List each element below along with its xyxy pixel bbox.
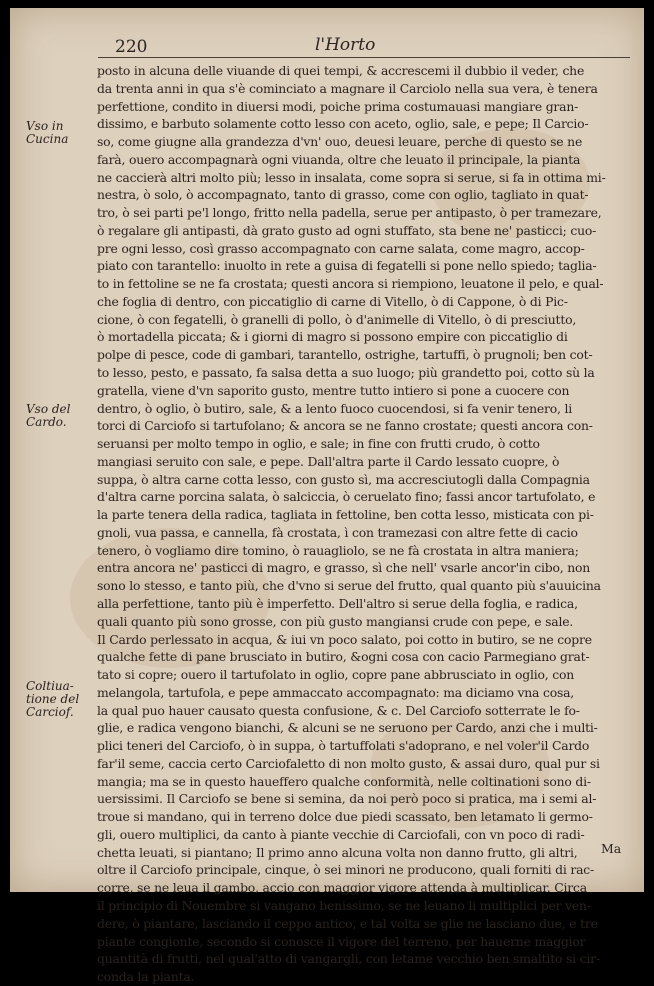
text-line: plici teneri del Carciofo, ò in suppa, ò tartuffolati s'adoprano, e nel voler'il Cardo	[97, 738, 590, 754]
text-line: il principio di Nouembre si vangano benissimo, se ne leuano li multiplici per ven-	[97, 897, 591, 913]
text-line: gratella, viene d'vn saporito gusto, mentre tutto intiero si pone a cuocere con	[97, 382, 570, 398]
margin-note-line: Vso in	[26, 119, 64, 133]
text-line: farà, ouero accompagnarà ogni viuanda, oltre che leuato il principale, la pianta	[97, 151, 581, 167]
text-line: Il Cardo perlessato in acqua, & iui vn poco salato, poi cotto in butiro, se ne copre	[97, 631, 592, 647]
text-line: troue si mandano, qui in terreno dolce due piedi scassato, ben letamato li germo-	[97, 809, 593, 825]
page-number: 220	[115, 37, 148, 57]
margin-note-line: tione del	[26, 692, 80, 706]
margin-note-line: Carciof.	[26, 705, 74, 719]
text-line: suppa, ò altra carne cotta lesso, con gusto sì, ma accresciutogli dalla Compagnia	[97, 471, 590, 487]
text-line: conda la pianta.	[97, 969, 195, 985]
text-line: cione, ò con fegatelli, ò granelli di pollo, ò d'animelle di Vitello, ò di presciutto,	[97, 311, 577, 327]
text-line: alla perfettione, tanto più è imperfetto. Dell'altro si serue della foglia, e radica,	[97, 595, 578, 611]
margin-note-uso-cardo	[26, 403, 94, 429]
text-line: dere, ò piantare, lasciando il ceppo antico, e tal volta se glie ne lasciano due, e tre	[97, 915, 598, 931]
text-line: mangiasi seruito con sale, e pepe. Dall'altra parte il Cardo lessato cuopre, ò	[97, 453, 560, 469]
running-title: l'Horto	[315, 35, 376, 55]
text-line: sono lo stesso, e tanto più, che d'vno si serue del frutto, qual quanto più s'auuicina	[97, 578, 601, 594]
text-line: perfettione, condito in diuersi modi, poiche prima costumauasi mangiare gran-	[97, 98, 579, 114]
text-line: pre ogni lesso, così grasso accompagnato con carne salata, come magro, accop-	[97, 240, 585, 256]
text-line: ò mortadella piccata; & i giorni di magro si possono empire con piccatiglio di	[97, 329, 568, 345]
text-line: nestra, ò solo, ò accompagnato, tanto di grasso, come con oglio, tagliato in quat-	[97, 187, 589, 203]
text-line: to lesso, pesto, e passato, fa salsa detta a suo luogo; più grandetto poi, cotto sù la	[97, 365, 595, 381]
text-line: uersissimi. Il Carciofo se bene si semina, da noi però poco si pratica, ma i semi al-	[97, 791, 597, 807]
text-line: che foglia di dentro, con piccatiglio di carne di Vitello, ò di Cappone, ò di Pic-	[97, 293, 568, 309]
text-line: piato con tarantello: inuolto in rete a guisa di fegatelli si pone nello spiedo; taglia-	[97, 258, 597, 274]
text-line: ne caccierà altri molto più; lesso in insalata, come sopra si serue, si fa in ottima mi-	[97, 169, 606, 185]
text-line: chetta leuati, si piantano; Il primo anno alcuna volta non danno frutto, gli altri,	[97, 844, 578, 860]
margin-note-line: Cardo.	[26, 415, 67, 429]
margin-note-coltivazione	[26, 680, 94, 719]
text-line: gli, ouero multiplici, da canto à piante vecchie di Carciofali, con vn poco di radi-	[97, 826, 585, 842]
text-line: ò regalare gli antipasti, dà grato gusto ad ogni stuffato, sta bene ne' pasticci; cuo-	[97, 222, 597, 238]
text-line: quali quanto più sono grosse, con più gusto mangiansi crude con pepe, e sale.	[97, 613, 574, 629]
text-line: la qual puo hauer causato questa confusione, & c. Del Carciofo sotterrate le fo-	[97, 702, 580, 718]
text-line: to in fettoline se ne fa crostata; questi ancora si riempiono, leuatone il pelo, e qual-	[97, 276, 604, 292]
text-line: polpe di pesce, code di gambari, tarantello, ostrighe, tartuffi, ò prugnoli; ben cot-	[97, 347, 593, 363]
text-line: dentro, ò oglio, ò butiro, sale, & a lento fuoco cuocendosi, si fa venir tenero, li	[97, 400, 573, 416]
text-line: glie, e radica vengono bianchi, & alcuni se ne seruono per Cardo, anzi che i multi-	[97, 720, 598, 736]
text-line: d'altra carne porcina salata, ò salciccia, ò ceruelato fino; fassi ancor tartufolato, e	[97, 489, 596, 505]
text-line: tato si copre; ouero il tartufolato in oglio, copre pane abbrusciato in oglio, con	[97, 667, 575, 683]
text-line: corre, se ne leua il gambo, accio con maggior vigore attenda à multiplicar. Circa	[97, 880, 587, 896]
text-line: tenero, ò vogliamo dire tomino, ò rauagliolo, se ne fà crostata in altra maniera;	[97, 542, 579, 558]
text-line: melangola, tartufola, e pepe ammaccato accompagnato: ma diciamo vna cosa,	[97, 684, 575, 700]
text-line: posto in alcuna delle viuande di quei tempi, & accrescemi il dubbio il veder, che	[97, 63, 585, 78]
body-text	[97, 62, 630, 986]
margin-note-uso-cucina	[26, 120, 94, 146]
text-line: far'il seme, caccia certo Carciofaletto di non molto gusto, & assai duro, qual pur si	[97, 755, 600, 771]
text-line: entra ancora ne' pasticci di magro, e grasso, sì che nell' vsarle ancor'in cibo, non	[97, 560, 591, 576]
text-line: gnoli, vua passa, e cannella, fà crostata, ì con tramezasi con altre fette di cacio	[97, 524, 578, 540]
text-line: quantità di frutti, nel qual'atto di vangargli, con letame vecchio ben smaltito si cir-	[97, 951, 600, 967]
text-line: mangia; ma se in questo haueffero qualche conformità, nelle coltinationi sono di-	[97, 773, 591, 789]
text-line: seruansi per molto tempo in oglio, e sale; in fine con frutti crudo, ò cotto	[97, 436, 540, 452]
text-line: la parte tenera della radica, tagliata in fettoline, ben cotta lesso, misticata con pi-	[97, 507, 594, 523]
text-line: torci di Carciofo si tartufolano; & ancora se ne fanno crostate; questi ancora con-	[97, 418, 593, 434]
text-line: dissimo, e barbuto solamente cotto lesso con aceto, oglio, sale, e pepe; Il Carcio-	[97, 116, 589, 132]
margin-note-line: Cucina	[26, 132, 69, 146]
margin-note-line: Vso del	[26, 402, 71, 416]
text-line: piante congionte, secondo si conosce il vigore del terreno, per hauerne maggior	[97, 933, 586, 949]
text-line: oltre il Carciofo principale, cinque, ò sei minori ne producono, quali forniti di rac-	[97, 862, 594, 878]
text-line: qualche fette di pane brusciato in butiro, &ogni cosa con cacio Parmegiano grat-	[97, 649, 590, 665]
text-line: so, come giugne alla grandezza d'vn' ouo, deuesi leuare, perche di questo se ne	[97, 134, 583, 150]
catchword: Ma	[601, 841, 622, 856]
header-rule	[98, 57, 630, 58]
text-line: tro, ò sei parti pe'l longo, fritto nella padella, serue per antipasto, ò per tramezare,	[97, 205, 602, 221]
book-page	[10, 8, 644, 985]
text-line: da trenta anni in qua s'è cominciato a magnare il Carciolo nella sua vera, è tenera	[97, 80, 598, 96]
margin-note-line: Coltiua-	[26, 679, 74, 693]
